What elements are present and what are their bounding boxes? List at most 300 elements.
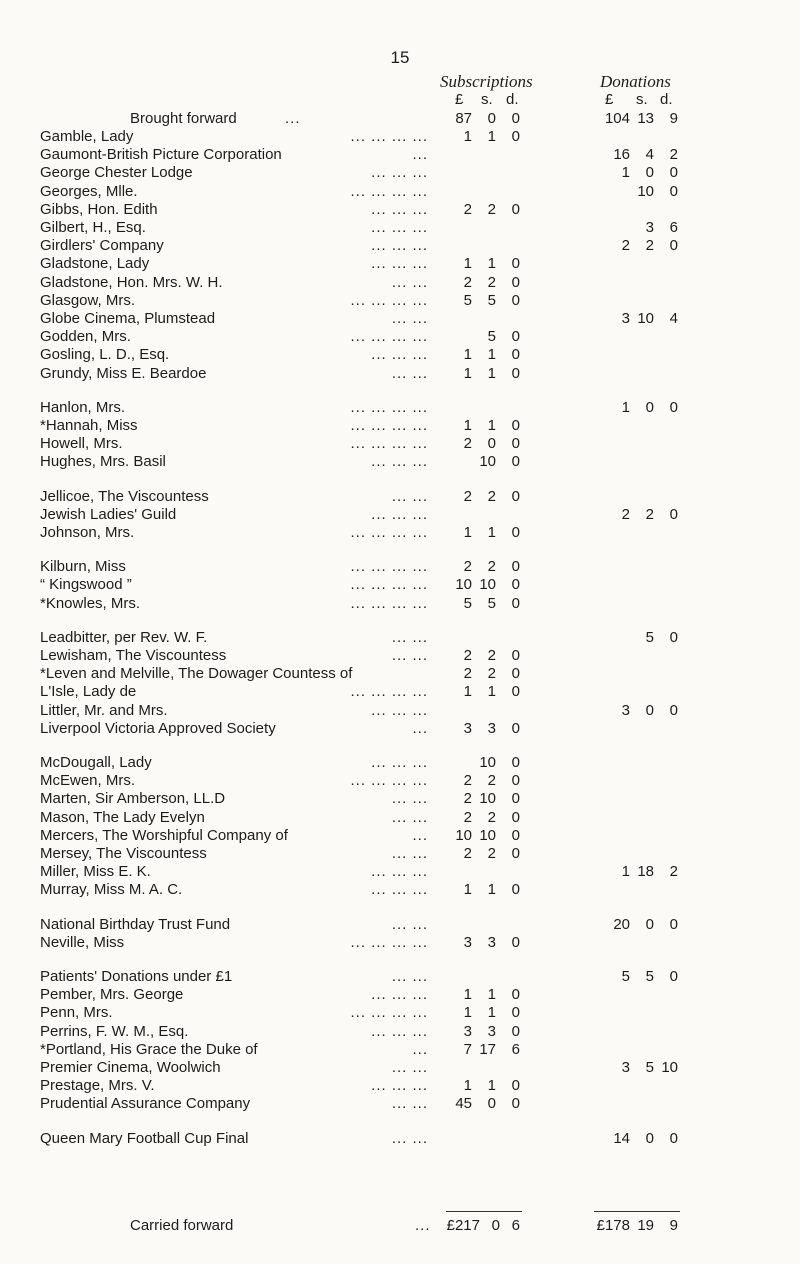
ledger-row	[0, 201, 800, 219]
donation-shillings: 5	[645, 628, 654, 646]
ledger-row	[0, 665, 800, 683]
subscription-pence: 0	[511, 826, 520, 844]
entry-name: Miller, Miss E. K.	[40, 863, 151, 881]
donation-pounds: 1	[621, 164, 630, 182]
subscription-pounds: 3	[463, 1022, 472, 1040]
ledger-row	[0, 292, 800, 310]
ledger-row	[0, 506, 800, 524]
donation-shillings: 10	[637, 182, 654, 200]
donation-shillings: 18	[637, 863, 654, 881]
subscription-pence: 0	[511, 1022, 520, 1040]
donations-unit-2: d.	[660, 91, 673, 108]
entry-name: George Chester Lodge	[40, 164, 193, 182]
ledger-row	[0, 720, 800, 738]
ledger-row	[0, 986, 800, 1004]
leader-dots: ... ...	[391, 915, 428, 933]
carried-forward-don-pence: 9	[669, 1217, 678, 1234]
subscription-shillings: 2	[487, 808, 496, 826]
subscription-shillings: 5	[487, 328, 496, 346]
ledger-row	[0, 1130, 800, 1148]
subscription-pounds: 7	[463, 1040, 472, 1058]
entry-name: *Knowles, Mrs.	[40, 594, 141, 612]
subscription-pounds: 2	[463, 808, 472, 826]
entry-name: McEwen, Mrs.	[40, 772, 136, 790]
ledger-row	[0, 629, 800, 647]
subscription-pounds: 1	[463, 364, 472, 382]
donation-shillings: 4	[645, 146, 654, 164]
subscription-shillings: 10	[479, 826, 496, 844]
leader-dots: ... ... ... ...	[350, 328, 428, 346]
donations-total-rule	[594, 1211, 680, 1212]
subscription-pounds: 5	[463, 291, 472, 309]
ledger-row	[0, 1059, 800, 1077]
subscription-pounds: 10	[455, 826, 472, 844]
subscription-pence: 0	[511, 128, 520, 145]
subscription-pounds: 10	[455, 576, 472, 594]
ledger-row	[0, 399, 800, 417]
donation-shillings: 0	[645, 915, 654, 933]
entry-name: L'Isle, Lady de	[40, 683, 137, 701]
subscription-pence: 0	[511, 328, 520, 346]
subscription-pence: 0	[511, 665, 520, 683]
donation-pounds: 20	[613, 915, 630, 933]
ledger-row	[0, 328, 800, 346]
subscription-shillings: 1	[487, 881, 496, 899]
donation-pence: 0	[669, 968, 678, 985]
ledger-row	[0, 346, 800, 364]
subscription-shillings: 17	[479, 1040, 496, 1058]
ledger-row	[0, 968, 800, 986]
subscription-shillings: 5	[487, 291, 496, 309]
subscription-pence: 0	[511, 790, 520, 808]
leader-dots: ...	[412, 146, 428, 164]
ledger-row	[0, 1095, 800, 1113]
subscription-pence: 0	[511, 808, 520, 826]
entry-name: Grundy, Miss E. Beardoe	[40, 364, 207, 382]
donation-pence: 0	[669, 237, 678, 255]
brought-forward-label: Brought forward	[130, 110, 237, 127]
ledger-row	[0, 417, 800, 435]
leader-dots: ... ... ...	[371, 701, 428, 719]
donation-pounds: 3	[621, 1059, 630, 1076]
donation-shillings: 2	[645, 505, 654, 523]
leader-dots: ... ... ... ...	[350, 1004, 428, 1022]
leader-dots: ... ... ... ...	[350, 772, 428, 790]
donation-pounds: 16	[613, 146, 630, 164]
donation-pence: 4	[669, 310, 678, 327]
carried-forward-sub-pounds: £217	[446, 1217, 480, 1234]
subscription-pence: 0	[511, 594, 520, 612]
subscription-pence: 0	[511, 417, 520, 434]
entry-name: Mercers, The Worshipful Company of	[40, 826, 288, 844]
subscription-pounds: 1	[463, 1077, 472, 1095]
subscription-pence: 0	[511, 1077, 520, 1095]
ledger-row	[0, 595, 800, 613]
subscription-pounds: 45	[455, 1095, 472, 1113]
donation-pence: 2	[669, 146, 678, 164]
entry-name: *Hannah, Miss	[40, 417, 138, 434]
donation-pence: 0	[669, 628, 678, 646]
entry-name: Marten, Sir Amberson, LL.D	[40, 790, 226, 808]
brought-forward-dots: ...	[285, 110, 301, 127]
ledger-row	[0, 164, 800, 182]
donation-pence: 0	[669, 164, 678, 182]
leader-dots: ... ... ...	[371, 986, 428, 1004]
leader-dots: ... ...	[391, 310, 428, 327]
ledger-row	[0, 845, 800, 863]
subscription-shillings: 10	[479, 790, 496, 808]
ledger-row	[0, 1023, 800, 1041]
subscription-shillings: 3	[487, 719, 496, 737]
subscription-shillings: 10	[479, 453, 496, 471]
donation-pence: 0	[669, 505, 678, 523]
entry-name: McDougall, Lady	[40, 754, 152, 771]
entry-name: Glasgow, Mrs.	[40, 291, 136, 309]
subscription-shillings: 2	[487, 487, 496, 505]
subscription-shillings: 2	[487, 273, 496, 291]
ledger-row	[0, 916, 800, 934]
subscription-pence: 0	[511, 200, 520, 218]
entry-name: National Birthday Trust Fund	[40, 915, 231, 933]
leader-dots: ... ... ...	[371, 219, 428, 236]
carried-forward-dots: ...	[415, 1217, 431, 1234]
subscription-pence: 0	[511, 719, 520, 737]
subscription-pence: 0	[511, 273, 520, 291]
brought-forward-don-pence: 9	[669, 110, 678, 127]
ledger-row	[0, 1077, 800, 1095]
leader-dots: ... ... ... ...	[350, 594, 428, 612]
leader-dots: ... ... ...	[371, 863, 428, 881]
ledger-row	[0, 524, 800, 542]
subscription-shillings: 1	[487, 364, 496, 382]
ledger-row	[0, 934, 800, 952]
ledger-row	[0, 1004, 800, 1022]
brought-forward-sub-pence: 0	[511, 110, 520, 127]
entry-name: Neville, Miss	[40, 933, 125, 951]
subscription-pence: 0	[511, 453, 520, 471]
subscription-pounds: 1	[463, 986, 472, 1004]
donation-shillings: 5	[645, 1059, 654, 1076]
entry-name: Kilburn, Miss	[40, 558, 126, 576]
entry-name: Hughes, Mrs. Basil	[40, 453, 166, 471]
donation-pounds: 2	[621, 237, 630, 255]
ledger-row	[0, 790, 800, 808]
subscription-pounds: 2	[463, 772, 472, 790]
leader-dots: ... ... ... ...	[350, 435, 428, 453]
donation-pence: 10	[661, 1059, 678, 1076]
ledger-row	[0, 754, 800, 772]
leader-dots: ...	[412, 826, 428, 844]
donation-shillings: 0	[645, 1129, 654, 1147]
entry-name: Godden, Mrs.	[40, 328, 131, 346]
subscriptions-unit-0: £	[455, 91, 464, 108]
subscription-shillings: 2	[487, 772, 496, 790]
subscription-shillings: 1	[487, 346, 496, 364]
donation-pounds: 14	[613, 1129, 630, 1147]
ledger-row	[0, 219, 800, 237]
ledger-row	[0, 488, 800, 506]
carried-forward-sub-pence: 6	[511, 1217, 520, 1234]
leader-dots: ... ...	[391, 273, 428, 291]
subscription-pounds: 2	[463, 647, 472, 664]
subscription-pence: 0	[511, 845, 520, 862]
entry-name: Perrins, F. W. M., Esq.	[40, 1022, 189, 1040]
subscriptions-unit-2: d.	[506, 91, 519, 108]
subscription-pounds: 2	[463, 558, 472, 576]
subscription-pence: 0	[511, 933, 520, 951]
ledger-row	[0, 809, 800, 827]
leader-dots: ... ... ...	[371, 164, 428, 182]
leader-dots: ... ... ... ...	[350, 558, 428, 576]
entry-name: Gosling, L. D., Esq.	[40, 346, 170, 364]
ledger-row	[0, 881, 800, 899]
donation-pounds: 1	[621, 398, 630, 416]
entry-name: Lewisham, The Viscountess	[40, 647, 227, 664]
leader-dots: ... ... ... ...	[350, 683, 428, 701]
subscription-pounds: 3	[463, 933, 472, 951]
entry-name: Johnson, Mrs.	[40, 524, 135, 541]
subscription-pence: 0	[511, 772, 520, 790]
subscriptions-unit-1: s.	[481, 91, 493, 108]
entry-name: Gladstone, Hon. Mrs. W. H.	[40, 273, 223, 291]
subscription-shillings: 0	[487, 435, 496, 453]
leader-dots: ... ...	[391, 647, 428, 664]
subscription-shillings: 1	[487, 255, 496, 273]
ledger-row	[0, 453, 800, 471]
subscription-pounds: 2	[463, 200, 472, 218]
subscription-shillings: 1	[487, 986, 496, 1004]
ledger-row	[0, 274, 800, 292]
leader-dots: ... ... ... ...	[350, 576, 428, 594]
donation-shillings: 0	[645, 398, 654, 416]
carried-forward-label: Carried forward	[130, 1217, 234, 1234]
entry-name: Penn, Mrs.	[40, 1004, 113, 1022]
donation-shillings: 0	[645, 164, 654, 182]
ledger-row	[0, 647, 800, 665]
subscription-shillings: 0	[487, 1095, 496, 1113]
brought-forward-sub-shillings: 0	[487, 110, 496, 127]
carried-forward-don-shillings: 19	[637, 1217, 654, 1234]
leader-dots: ... ...	[391, 628, 428, 646]
donation-pence: 6	[669, 219, 678, 236]
subscription-pence: 0	[511, 647, 520, 664]
entry-name: Prestage, Mrs. V.	[40, 1077, 155, 1095]
donation-pence: 2	[669, 863, 678, 881]
subscription-shillings: 2	[487, 558, 496, 576]
subscription-shillings: 10	[479, 576, 496, 594]
entry-name: Howell, Mrs.	[40, 435, 123, 453]
donation-pounds: 3	[621, 701, 630, 719]
entry-name: Jewish Ladies' Guild	[40, 505, 177, 523]
leader-dots: ... ... ...	[371, 505, 428, 523]
entry-name: Patients' Donations under £1	[40, 968, 233, 985]
leader-dots: ... ... ...	[371, 255, 428, 273]
entry-name: Globe Cinema, Plumstead	[40, 310, 216, 327]
leader-dots: ... ... ... ...	[350, 128, 428, 145]
subscription-pence: 0	[511, 1004, 520, 1022]
entry-name: Mersey, The Viscountess	[40, 845, 207, 862]
subscription-pence: 0	[511, 1095, 520, 1113]
brought-forward-sub-pounds: 87	[455, 110, 472, 127]
subscription-pounds: 2	[463, 273, 472, 291]
leader-dots: ... ... ... ...	[350, 524, 428, 541]
ledger-row	[0, 1041, 800, 1059]
entry-name: Pember, Mrs. George	[40, 986, 184, 1004]
entry-name: Mason, The Lady Evelyn	[40, 808, 205, 826]
entry-name: Leadbitter, per Rev. W. F.	[40, 628, 208, 646]
ledger-row	[0, 128, 800, 146]
subscription-pence: 0	[511, 881, 520, 899]
page-number: 15	[390, 48, 410, 67]
ledger-row	[0, 702, 800, 720]
donation-pence: 0	[669, 915, 678, 933]
entry-name: Gaumont-British Picture Corporation	[40, 146, 282, 164]
subscription-pence: 0	[511, 435, 520, 453]
ledger-row	[0, 827, 800, 845]
entry-name: Girdlers' Company	[40, 237, 164, 255]
ledger-row	[0, 558, 800, 576]
ledger-row	[0, 310, 800, 328]
leader-dots: ... ... ... ...	[350, 933, 428, 951]
donations-unit-1: s.	[636, 91, 648, 108]
entry-name: Murray, Miss M. A. C.	[40, 881, 183, 899]
leader-dots: ... ... ...	[371, 346, 428, 364]
subscription-shillings: 5	[487, 594, 496, 612]
brought-forward-don-shillings: 13	[637, 110, 654, 127]
brought-forward-row	[0, 110, 800, 128]
donation-pounds: 3	[621, 310, 630, 327]
subscription-pence: 0	[511, 364, 520, 382]
subscription-shillings: 3	[487, 1022, 496, 1040]
subscription-shillings: 1	[487, 417, 496, 434]
donations-header: Donations	[600, 72, 671, 91]
subscription-pounds: 1	[463, 881, 472, 899]
ledger-row	[0, 435, 800, 453]
entry-name: Georges, Mlle.	[40, 182, 138, 200]
donation-pounds: 5	[621, 968, 630, 985]
leader-dots: ... ... ...	[371, 881, 428, 899]
donation-pence: 0	[669, 182, 678, 200]
subscription-shillings: 1	[487, 1077, 496, 1095]
leader-dots: ... ... ... ...	[350, 291, 428, 309]
entry-name: Premier Cinema, Woolwich	[40, 1059, 221, 1076]
entry-name: Littler, Mr. and Mrs.	[40, 701, 168, 719]
donation-shillings: 3	[645, 219, 654, 236]
donations-unit-0: £	[605, 91, 614, 108]
subscription-pounds: 1	[463, 128, 472, 145]
leader-dots: ... ... ...	[371, 200, 428, 218]
leader-dots: ... ...	[391, 968, 428, 985]
leader-dots: ... ... ...	[371, 237, 428, 255]
subscription-pounds: 3	[463, 719, 472, 737]
entry-name: Liverpool Victoria Approved Society	[40, 719, 276, 737]
subscription-shillings: 1	[487, 128, 496, 145]
subscription-shillings: 3	[487, 933, 496, 951]
subscription-pence: 0	[511, 291, 520, 309]
ledger-row	[0, 683, 800, 701]
ledger-row	[0, 863, 800, 881]
subscription-pounds: 2	[463, 790, 472, 808]
leader-dots: ... ... ...	[371, 1022, 428, 1040]
ledger-row	[0, 146, 800, 164]
donation-shillings: 10	[637, 310, 654, 327]
subscriptions-header: Subscriptions	[440, 72, 533, 91]
entry-name: *Leven and Melville, The Dowager Countess of	[40, 665, 353, 683]
subscription-pence: 0	[511, 576, 520, 594]
subscription-pounds: 1	[463, 346, 472, 364]
leader-dots: ... ... ...	[371, 1077, 428, 1095]
entry-name: “ Kingswood ”	[40, 576, 132, 594]
leader-dots: ... ...	[391, 845, 428, 862]
leader-dots: ... ... ... ...	[350, 398, 428, 416]
subscription-pence: 0	[511, 683, 520, 701]
subscriptions-total-rule	[446, 1211, 522, 1212]
leader-dots: ... ...	[391, 1129, 428, 1147]
leader-dots: ... ...	[391, 808, 428, 826]
donation-pounds: 2	[621, 505, 630, 523]
subscription-pence: 0	[511, 754, 520, 771]
leader-dots: ...	[412, 1040, 428, 1058]
entry-name: Gamble, Lady	[40, 128, 134, 145]
subscription-shillings: 2	[487, 845, 496, 862]
entry-name: Prudential Assurance Company	[40, 1095, 251, 1113]
donation-pence: 0	[669, 701, 678, 719]
subscription-pence: 0	[511, 986, 520, 1004]
subscription-pence: 0	[511, 255, 520, 273]
donation-shillings: 2	[645, 237, 654, 255]
subscription-pence: 0	[511, 558, 520, 576]
entry-name: *Portland, His Grace the Duke of	[40, 1040, 258, 1058]
ledger-row	[0, 365, 800, 383]
subscription-pence: 6	[511, 1040, 520, 1058]
entry-name: Gibbs, Hon. Edith	[40, 200, 158, 218]
subscription-pence: 0	[511, 487, 520, 505]
ledger-row	[0, 255, 800, 273]
leader-dots: ... ...	[391, 1095, 428, 1113]
subscription-pounds: 5	[463, 594, 472, 612]
leader-dots: ... ...	[391, 1059, 428, 1076]
carried-forward-row	[0, 1217, 800, 1235]
subscription-shillings: 2	[487, 665, 496, 683]
donation-pence: 0	[669, 1129, 678, 1147]
subscription-pence: 0	[511, 524, 520, 541]
subscription-pounds: 1	[463, 683, 472, 701]
carried-forward-don-pounds: £178	[596, 1217, 630, 1234]
subscription-pounds: 2	[463, 665, 472, 683]
leader-dots: ... ... ... ...	[350, 182, 428, 200]
subscription-pounds: 1	[463, 1004, 472, 1022]
subscription-shillings: 1	[487, 1004, 496, 1022]
donation-shillings: 0	[645, 701, 654, 719]
subscription-shillings: 2	[487, 647, 496, 664]
carried-forward-sub-shillings: 0	[491, 1217, 500, 1234]
brought-forward-don-pounds: 104	[604, 110, 630, 127]
entry-name: Jellicoe, The Viscountess	[40, 487, 209, 505]
ledger-row	[0, 183, 800, 201]
leader-dots: ... ...	[391, 790, 428, 808]
subscription-pence: 0	[511, 346, 520, 364]
subscription-pounds: 1	[463, 417, 472, 434]
donation-pounds: 1	[621, 863, 630, 881]
subscription-shillings: 10	[479, 754, 496, 771]
leader-dots: ... ... ... ...	[350, 417, 428, 434]
leader-dots: ... ...	[391, 487, 428, 505]
subscription-shillings: 1	[487, 524, 496, 541]
subscription-pounds: 2	[463, 845, 472, 862]
subscription-shillings: 2	[487, 200, 496, 218]
entry-name: Hanlon, Mrs.	[40, 398, 126, 416]
entry-name: Queen Mary Football Cup Final	[40, 1129, 249, 1147]
